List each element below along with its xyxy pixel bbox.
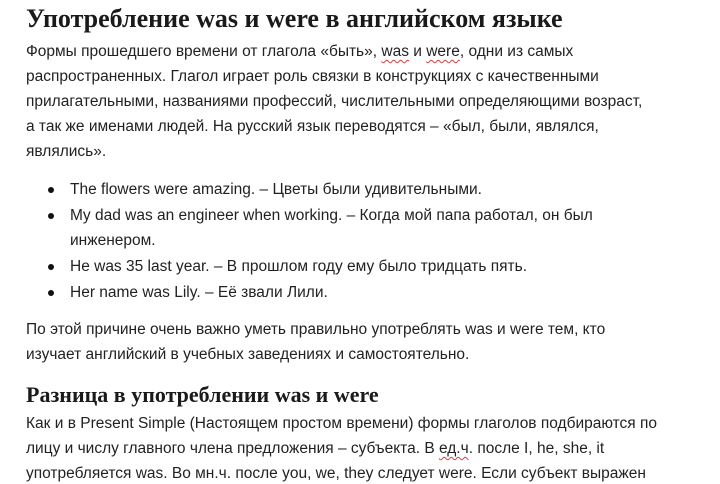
main-heading: Употребление was и were в английском языке	[26, 4, 563, 33]
para2-line-2: изучает английский в учебных заведениях и самостоятельно.	[26, 346, 470, 363]
intro-line-5: являлись».	[26, 143, 107, 160]
list-item: The flowers were amazing. – Цветы были удивительными.	[70, 181, 482, 198]
bullet-dot	[48, 290, 54, 296]
para3-line-3: употребляется was. Во мн.ч. после you, we, they следует were. Если субъект выражен	[26, 465, 646, 482]
bullet-dot	[48, 264, 54, 270]
intro-line-1	[26, 42, 573, 62]
intro-line-4: а так же именами людей. На русский язык переводятся – «был, были, являлся,	[26, 118, 599, 135]
para3-line-1: Как и в Present Simple (Настоящем простом времени) формы глаголов подбираются по	[26, 415, 658, 432]
spellcheck-word: were	[426, 43, 460, 60]
intro-text: , одни из самых	[459, 43, 574, 60]
para3-text: лицу и числу главного члена предложения – субъекта. В	[26, 440, 439, 457]
bullet-dot	[48, 187, 54, 193]
para2-line-1: По этой причине очень важно уметь правильно употреблять was и were тем, кто	[26, 321, 606, 338]
intro-line-2: распространенных. Глагол играет роль связки в конструкциях с качественными	[26, 68, 599, 85]
section-heading: Разница в употреблении was и were	[26, 382, 379, 407]
list-item: He was 35 last year. – В прошлом году ему было тридцать пять.	[70, 258, 528, 275]
list-item: My dad was an engineer when working. – Когда мой папа работал, он был	[70, 207, 593, 224]
spellcheck-word: was	[381, 43, 409, 60]
spellcheck-word: ед.ч	[438, 440, 469, 457]
bullet-dot	[48, 213, 54, 219]
intro-line-3: прилагательными, названиями профессий, числительными определяющими возраст,	[26, 93, 643, 110]
list-item-continuation: инженером.	[70, 232, 156, 249]
list-item: Her name was Lily. – Её звали Лили.	[70, 284, 328, 301]
intro-text: Формы прошедшего времени от глагола «быть»,	[26, 43, 382, 60]
intro-text: и	[408, 43, 427, 60]
para3-text: . после I, he, she, it	[468, 440, 605, 457]
para3-line-2	[26, 439, 604, 459]
